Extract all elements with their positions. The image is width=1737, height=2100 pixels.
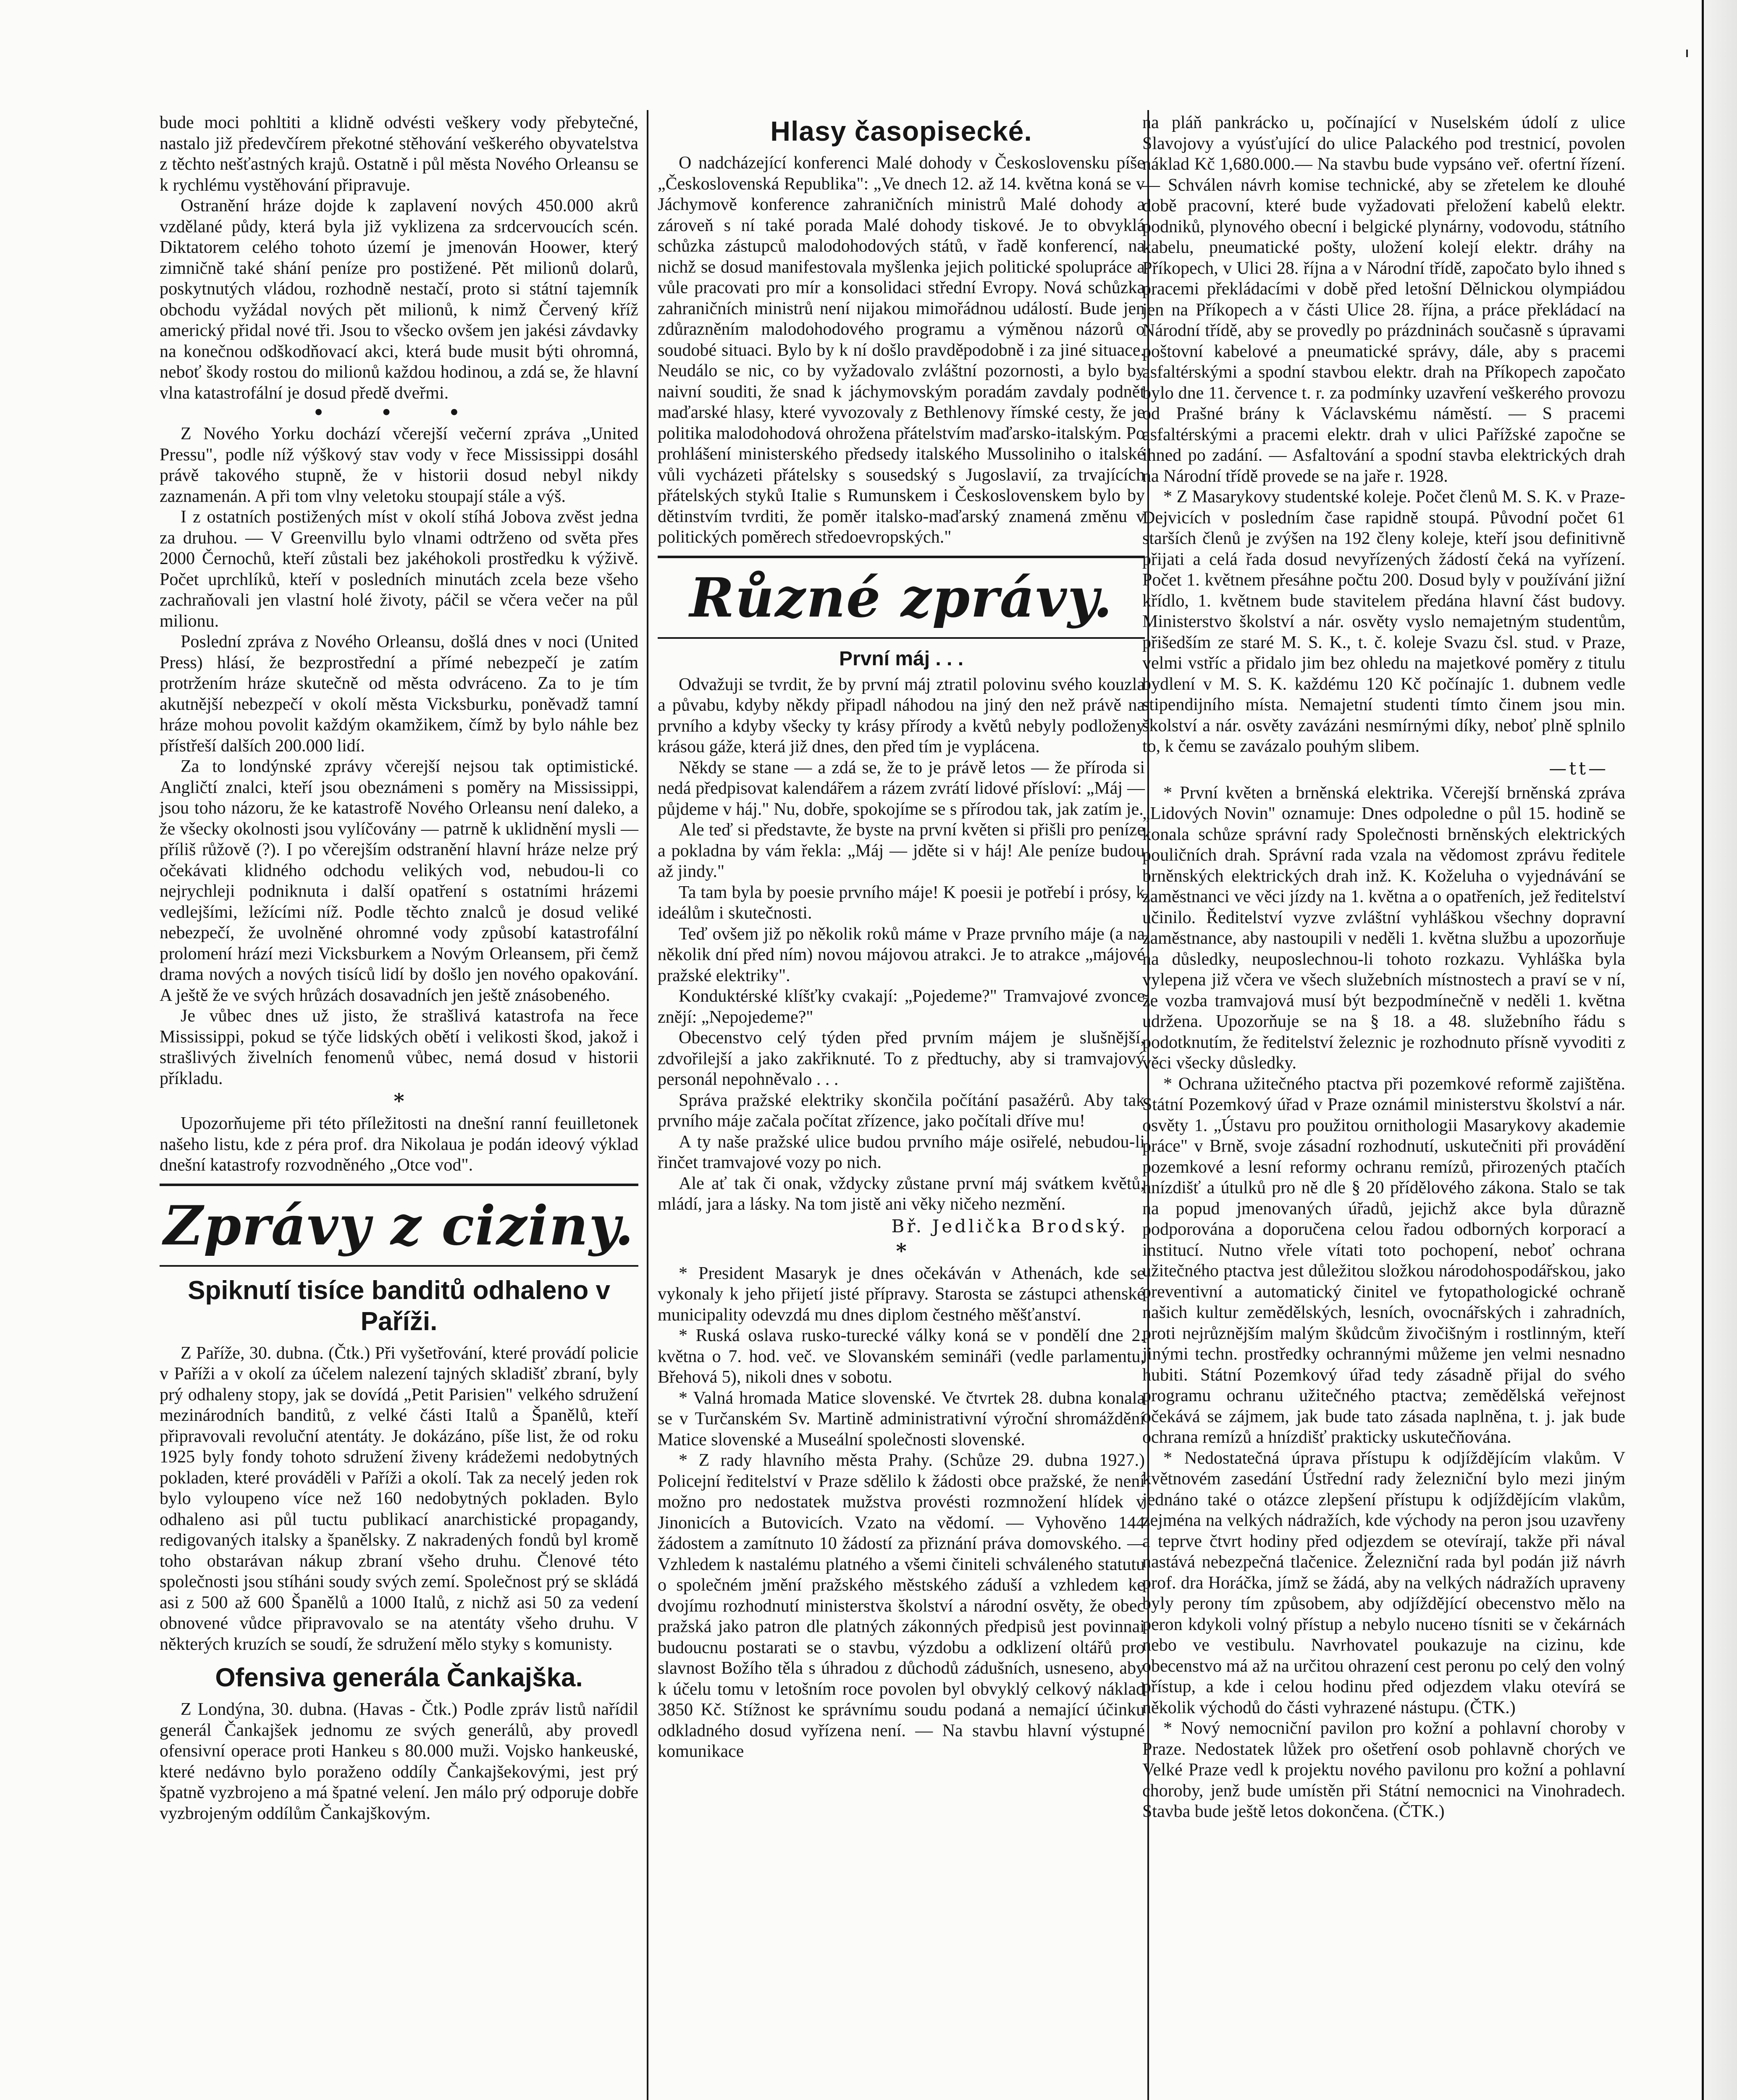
paragraph: O nadcházející konferenci Malé dohody v Československu píše „Československá Republika": „Ve dnech 12. až 14. května koná se v Jáchymově konference zahraničních ministrů Malé dohody a zároveň s ní také porada Malé dohody tiskové. Je to obvyklá schůzka zástupců malodohodových států, v řadě konferencí, na nichž se dosud manifestovala myšlenka jejich politické spolupráce a vůle pracovati pro mír a konsolidaci střední Evropy. Nová schůzka zahraničních ministrů není nijakou mimořádnou událostí. Bude jen zdůrazněním malodohodového programu a výměnou názorů o soudobé situaci. Bylo by k ní došlo pravděpodobně i za jiné situace. Neudálo se nic, co by vyžadovalo zvláštní pozornosti, a bylo by naivní souditi, že snad k jáchymovským poradám zavdaly podnět maďarské hlasy, které vyvozovaly z Bethlenovy římské cesty, že je politika malodohodová ohrožena přátelstvím maďarsko-italským. Po prohlášení ministerského předsedy italského Mussoliniho o italské vůli vycházeti přátelsky s sousedský s Jugoslavií, za trvajících přátelských styků Italie s Rumunskem i Československem bylo by dětinstvím tvrditi, že poměr italsko-maďarský znamená změnu v politických poměrech středoevropských." xyxy=(658,153,1145,547)
paragraph: na pláň pankrácko u, počínající v Nuselském údolí z ulice Slavojovy a vyúsťující do ulice Palackého pod trestnicí, povolen náklad Kč 1,680.000.— Na stavbu bude vypsáno veř. ofertní řízení. — Schválen návrh komise technické, aby se zřetelem ke dlouhé době pracovní, které bude vyžadovati přeložení kabelů elektr. podniků, plynového obecní i belgické plynárny, vodovodu, státního kabelu, pneumatické pošty, uložení kolejí elektr. dráhy na Příkopech, v Ulici 28. října a v Národní třídě, započato bylo ihned s pracemi překládacími v době před letošní Dělnickou olympiádou jen na Příkopech a v části Ulice 28. října, a práce překládací na Národní třídě, aby se provedly po prázdninách současně s úpravami poštovní kabelové a pneumatické správy, dále, aby s pracemi asfaltérskými a spodní stavbou elektr. drah na Příkopech započato bylo dne 11. července t. r. za podmínky uzavření veškerého provozu od Prašné brány k Václavskému náměstí. — S pracemi asfaltérskými a pracemi elektr. drah v ulici Pařížské započne se ihned po zadání. — Asfaltování a spodní stavba elektrických drah na Národní třídě provede se na jaře r. 1928. xyxy=(1142,113,1625,486)
separator-dots: • • • xyxy=(313,402,485,423)
section-title-foreign-news: Zprávy z ciziny. xyxy=(163,1194,635,1257)
news-item-hospital-pavilion: * Nový nemocniční pavilon pro kožní a pohlavní choroby v Praze. Nedostatek lůžek pro ošetření osob pohlavně chorých ve Velké Praze vedl k projektu nového pavilonu pro kožní a pohlavní choroby, jenž bude umístěn při Státní nemocnici na Vinohradech. Stavba bude ještě letos dokončena. (ČTK.) xyxy=(1142,1719,1625,1821)
paragraph: Teď ovšem již po několik roků máme v Praze prvního máje (a na několik dní před ním) novou májovou atrakci. Je to atrakce „májové pražské elektriky". xyxy=(658,924,1145,985)
paragraph: Z Londýna, 30. dubna. (Havas - Čtk.) Podle zpráv listů nařídil generál Čankajšek jednomu ze svých generálů, aby provedl ofensivní operace proti Hankeu s 80.000 muži. Vojsko hankeuské, které nedávno bylo poraženo oddíly Čankajšekovými, jest prý špatně vyzbrojeno a má špatné velení. Jen málo prý odporuje dobře vyzbrojeným oddílům Čankajškovým. xyxy=(160,1700,638,1823)
column-left xyxy=(160,113,638,1824)
paragraph: Poslední zpráva z Nového Orleansu, došlá dnes v noci (United Press) hlásí, že bezprostřední a přímé nebezpečí je zatím protržením hráze skutečně od města odvráceno. Za to je tím akutnější nebezpečí v okolí města Vicksburku, poněvadž tamní hráze mohou povolit každým okamžikem, čímž by bylo náhle bez přístřeší dalších 200.000 lidí. xyxy=(160,632,638,756)
section-rule xyxy=(160,1265,638,1267)
paragraph: Ale teď si představte, že byste na první květen si přišli pro peníze a pokladna by vám řekla: „Máj — jděte si v háj! Ale peníze budou až jindy." xyxy=(658,820,1145,881)
separator-star: * xyxy=(394,1089,404,1113)
paragraph: Za to londýnské zprávy včerejší nejsou tak optimistické. Angličtí znalci, kteří jsou obeznámeni s poměry na Mississippi, jsou toho názoru, že ke katastrofě Nového Orleansu není daleko, a že všecky okolnosti jsou vylíčovány — patrně k uklidnění mysli — příliš růžově (?). I po včerejším odstranění hlavní hráze nelze prý očekávati klidného odchodu velikých vod, nebudou-li co nejrychleji podniknuta i další opatření s ostatními hrázemi vedlejšími, ležícími níž. Podle těchto znalců je dosud veliké nebezpečí, že uvolněné ohromné vody způsobí katastrofální prolomení hrází mezi Vicksburkem a Novým Orleansem, při čemž drama nových a nových tisíců lidí by došlo jen nového opakování. A ještě že ve svých hrůzách dosavadních jen ještě znásobeného. xyxy=(160,757,638,1005)
author-signature: Bř. Jedlička Brodský. xyxy=(891,1215,1128,1236)
news-item-matica: * Valná hromada Matice slovenské. Ve čtvrtek 28. dubna konala se v Turčanském Sv. Martině administrativní výroční shromáždění Matice slovenské a Museální společnosti slovenské. xyxy=(658,1388,1145,1449)
paragraph: Ta tam byla by poesie prvního máje! K poesii je potřebí i prósy, k ideálům i skutečnosti. xyxy=(658,882,1145,923)
paragraph: Je vůbec dnes už jisto, že strašlivá katastrofa na řece Mississippi, pokud se týče lidských obětí i velikosti škod, jakož i strašlivých živelních fenomenů vůbec, nemá dosud v historii příkladu. xyxy=(160,1006,638,1088)
section-title-various-news: Různé zprávy. xyxy=(689,566,1113,630)
paragraph: Správa pražské elektriky skončila počítání pasažérů. Aby tak prvního máje začala počítat zřízence, jako počítali dříve mu! xyxy=(658,1090,1145,1131)
section-rule xyxy=(160,1184,638,1186)
news-item-brno-tram: * První květen a brněnská elektrika. Včerejší brněnská zpráva „Lidových Novin" oznamuje: Dnes odpoledne o půl 15. hodině se konala schůze správní rady Společnosti brněnských elektrických pouličních drah. Správní rada vzala na vědomost zprávu ředitele brněnských elektrických drah inž. K. Koželuha o vyjednávání se zaměstnanci ve věci jízdy na 1. května a o opatřeních, jež ředitelství učinilo. Ředitelství vyzve zvláštní vyhláškou všechny dopravní zaměstnance, aby nastoupili v neděli 1. května službu a upozorňuje na důsledky, neuposlechnou-li tohoto rozkazu. Vyhláška byla vylepena již včera ve všech služebních místnostech a praví se v ní, že vozba tramvajová musí být bezpodmínečně v neděli 1. května udržena. Upozorňuje se na § 18. a 48. služebního řádu s podotknutím, že ředitelství železnic je rozhodnuto přísně vyvoditi z věci všecky důsledky. xyxy=(1142,783,1625,1073)
paragraph: Upozorňujeme při této příležitosti na dnešní ranní feuilletonek našeho listu, kde z péra prof. dra Nikolaua je podán ideový výklad dnešní katastrofy rozvodněného „Otce vod". xyxy=(160,1114,638,1175)
headline-chiang-offensive: Ofensiva generála Čankajška. xyxy=(215,1663,583,1692)
headline-bandits-paris: Spiknutí tisíce banditů odhaleno v Paříži. xyxy=(188,1276,610,1336)
section-rule xyxy=(658,637,1145,639)
column-rule-left xyxy=(647,110,648,2100)
paragraph: bude moci pohltiti a klidně odvésti veškery vody přebytečné, nastalo již předevčírem překotné stěhování veškerého obyvatelstva z těchto nešťastných krajů. Ostatně i půl města Nového Orleansu se k rychlému vystěhování připravuje. xyxy=(160,113,638,195)
paragraph: Z Nového Yorku dochází včerejší večerní zpráva „United Pressu", podle níž výškový stav vody v řece Mississippi dosáhl právě takového stupně, že v historii dosud nebyl nikdy zaznamenán. A při tom vlny veletoku stoupají stále a výš. xyxy=(160,424,638,506)
headline-first-may: První máj . . . xyxy=(839,647,964,670)
news-item-train-access: * Nedostatečná úprava přístupu k odjíždějícím vlakům. V květnovém zasedání Ústřední rady železniční bylo mezi jiným jednáno také o otázce zlepšení přístupu k odjíždějícím vlakům, zejména na velkých nádražích, kde východy na peron jsou uzavřeny a teprve čtvrt hodiny před odjezdem se otevírají, takže při nával nastává nebezpečná tlačenice. Železniční rada byl podán již návrh prof. dra Horáčka, jímž se žádá, aby na velkých nádražích upraveny byly perony tím způsobem, aby odjíždějící obecenstvo mělo na peron kdykoli volný přístup a nebylo nucено tísniti se v čekárnách nebo ve vestibulu. Navrhovatel poukazuje na cizinu, kde obecenstvo má až na určitou ohrazení cest peronu po celý den volný přístup, a kde i celou hodinu před odjezdem vlaku otevírá se několik východů do části vyhrazené nástupu. (ČTK.) xyxy=(1142,1448,1625,1717)
news-item-masaryk: * President Masaryk je dnes očekáván v Athenách, kde se vykonaly k jeho přijetí jisté přípravy. Starosta se zástupci athenské municipality odevzdá mu dnes diplom čestného měšťanství. xyxy=(658,1263,1145,1325)
column-middle xyxy=(658,113,1145,1762)
paragraph: Z Paříže, 30. dubna. (Čtk.) Při vyšetřování, které provádí policie v Paříži a v okolí za účelem nalezení tajných skladišť zbraní, byly prý odhaleny stopy, jak se dovídá „Petit Parisien" velkého sdružení mezinárodních banditů, z velké části Italů a Španělů, kteří připravovali revoluční atentáty. Je dokázáno, píše list, že od roku 1925 byly fondy tohoto sdružení živeny krádežemi nedobytných pokladen, které prováděli v Paříži a okolí. Tak za necelý jeden rok bylo vyloupeno více než 160 nedobytných pokladen. Bylo odhaleno asi půl tuctu publikací anarchistické propagandy, redigovaných italsky a španělsky. Z nakradených fondů byl kromě toho obstarávan nákup zbraní všeho druhu. Členové této společnosti jsou stíháni soudy svých zemí. Společnost prý se skládá asi z 500 až 600 Španělů a 1000 Italů, z nichž asi 50 za vedení obnovené vůdce připravovalo se na atentáty všeho druhu. V některých kruzích se soudí, že sdružení mělo styky s komunisty. xyxy=(160,1343,638,1654)
news-item-masaryk-college: * Z Masarykovy studentské koleje. Počet členů M. S. K. v Praze-Dejvicích v posledním čase rapidně stoupá. Původní počet 61 starších členů je zvýšen na 192 členy koleje, kteří jsou definitivně přijati a celá řada dosud nevyřízených žádostí čeká na vyřízení. Počet 1. květnem přesáhne počtu 200. Dosud byly v používání jižní křídlo, 1. květnem bude stavitelem předána hlavní část budovy. Ministerstvo školství a nár. osvěty vyslo nemajetným studentům, přišedším ze staré M. S. K., t. č. koleje Svazu čsl. stud. v Praze, velmi vstříc a přidalo jim bez ohledu na majetkové poměry z titulu bydlení v M. S. K. každému 120 Kč počínajíc 1. dubnem vedle stipendijního místa. Nemajetní studenti tímto činem jsou min. školství a nár. osvěty zavázáni nesmírnými díky, neboť plně splnilo to, k čemu se zavázalo pouhým slibem. xyxy=(1142,487,1625,756)
paragraph: Někdy se stane — a zdá se, že to je právě letos — že příroda si nedá předpisovat kalendářem a rázem zvrátí lidové přísloví: „Máj — půjdeme v háj." Nu, dobře, spokojíme se s přírodou tak, jak zatím je. xyxy=(658,758,1145,819)
paragraph: Konduktérské klíšťky cvakají: „Pojedeme?" Tramvajové zvonce znějí: „Nepojedeme?" xyxy=(658,987,1145,1027)
news-item-russian-celebration: * Ruská oslava rusko-turecké války koná se v pondělí dne 2. května o 7. hod. več. ve Slovanském semináři (vedle parlamentu, Břehová 5), nikoli dnes v sobotu. xyxy=(658,1326,1145,1387)
news-item-bird-protection: * Ochrana užitečného ptactva při pozemkové reformě zajištěna. Státní Pozemkový úřad v Praze oznámil ministerstvu školství a nár. osvěty 1. „Ústavu pro použitou ornithologii Masarykovy akademie práce" v Brně, svoje zásadní rozhodnutí, uskutečniti při provádění pozemkové a lesní reformy ochranu remízů, přirozených ptačích hnízdišť a útulků pro ně dle § 20 přídělového zákona. Stalo se tak na popud jmenovaných úřadů, jejichž akce byla důrazně podporována a doporučena celou řadou odborných korporací a institucí. Nutno vřele vítati toto pochopení, neboť ochrana užitečného ptactva jest důležitou složkou národohospodářskou, jako preventivní a automatický činitel ve fytopathologické ochraně našich kultur zemědělských, lesních, ovocnářských i zahradních, proti nejrůznějším malým škůdcům živočišným i rostlinným, kteří jinými techn. prostředky ochrannými můžeme jen velmi nesnadno hubiti. Státní Pozemkový úřad tedy zásadně přijal do svého programu ochranu užitečného ptactva; zemědělská veřejnost očekává se zájmem, jak bude tato zásada naplněna, t. j. jak bude ochrana remízů a hnízdišť prakticky uskutečňována. xyxy=(1142,1074,1625,1447)
paragraph: Ale ať tak či onak, vždycky zůstane první máj svátkem květů, mládí, jara a lásky. Na tom jistě ani věky ničeho nezmění. xyxy=(658,1173,1145,1214)
paragraph: Obecenstvo celý týden před prvním májem je slušnější, zdvořilejší a jako zakřiknuté. To z předtuchy, aby si tramvajový personál nepohněvalo . . . xyxy=(658,1028,1145,1089)
column-right xyxy=(1142,113,1625,1822)
paragraph: I z ostatních postižených míst v okolí stíhá Jobova zvěst jedna za druhou. — V Greenvillu bylo vlnami odtrženo od světa přes 2000 Černochů, kteří zůstali bez jakéhokoli prostředku k výživě. Počet uprchlíků, kteří v posledních minutách zcela beze všeho zachraňovali jen vlastní holé životy, páčil se včera večer na půl milionu. xyxy=(160,507,638,631)
paragraph: Ostranění hráze dojde k zaplavení nových 450.000 akrů vzdělané půdy, která byla již vyklizena za srdcervoucích scén. Diktatorem celého tohoto území je jmenován Hoower, který zimničně také shání peníze pro postižené. Pět milionů dolarů, poskytnutých vládou, rozhodně nestačí, proto si státní tajemník obchodu vyžádal nových pět milionů, k nimž Červený kříž americký přidal nové tři. Jsou to všecko ovšem jen jakési závdavky na konečnou odškodňovací akci, která bude musit býti ohromná, neboť škody rostou do milionů každou hodinou, a zdá se, že hlavní vlna katastrofální je dosud předě dveřmi. xyxy=(160,196,638,403)
headline-press-voices: Hlasy časopisecké. xyxy=(770,116,1032,147)
author-signature: —tt— xyxy=(1549,758,1608,779)
separator-star: * xyxy=(896,1239,907,1263)
news-item-prague-council: * Z rady hlavního města Prahy. (Schůze 29. dubna 1927.) Policejní ředitelství v Praze sdělilo k žádosti obce pražské, že není možno pro nedostatek mužstva provésti rozmnožení hlídek v Jinonicích a Butovicích. Vzato na vědomí. — Vyhověno 144 žádostem a zamítnuto 10 žádostí za přiznání práva domovského. — Vzhledem k nastalému platného a všemi činiteli schváleného statutu o společném jmění pražského městského záduší a vzhledem ke dvojímu rozhodnutí ministerstva školství a národní osvěty, že obec pražská jako patron dle platných zákonných předpisů jest povinnai budoucnu postarati se o stavbu, výzdobu a odklizení oltářů pro slavnost Božího těla s úhradou z důchodů zádušních, usneseno, aby k účelu tomu v letošním roce povolen byl obvyklý celkový náklad 3850 Kč. Stížnost ke správnímu soudu podaná a nemající účinku odkladného dosud vyřízena není. — Na stavbu hlavní výstupné komunikace xyxy=(658,1451,1145,1761)
section-rule xyxy=(658,556,1145,558)
paragraph: A ty naše pražské ulice budou prvního máje osiřelé, nebudou-li řinčet tramvajové vozy po nich. xyxy=(658,1132,1145,1172)
paragraph: Odvažuji se tvrdit, že by první máj ztratil polovinu svého kouzla a půvabu, kdyby někdy připadl náhodou na jiný den než právě na prvního a kdyby všecky ty krásy přírody a květů nebyly podloženy krásou gáže, která již dnes, den před tím je vyplácena. xyxy=(658,675,1145,756)
edge-mark xyxy=(1686,50,1688,57)
page-edge xyxy=(1702,0,1737,2100)
